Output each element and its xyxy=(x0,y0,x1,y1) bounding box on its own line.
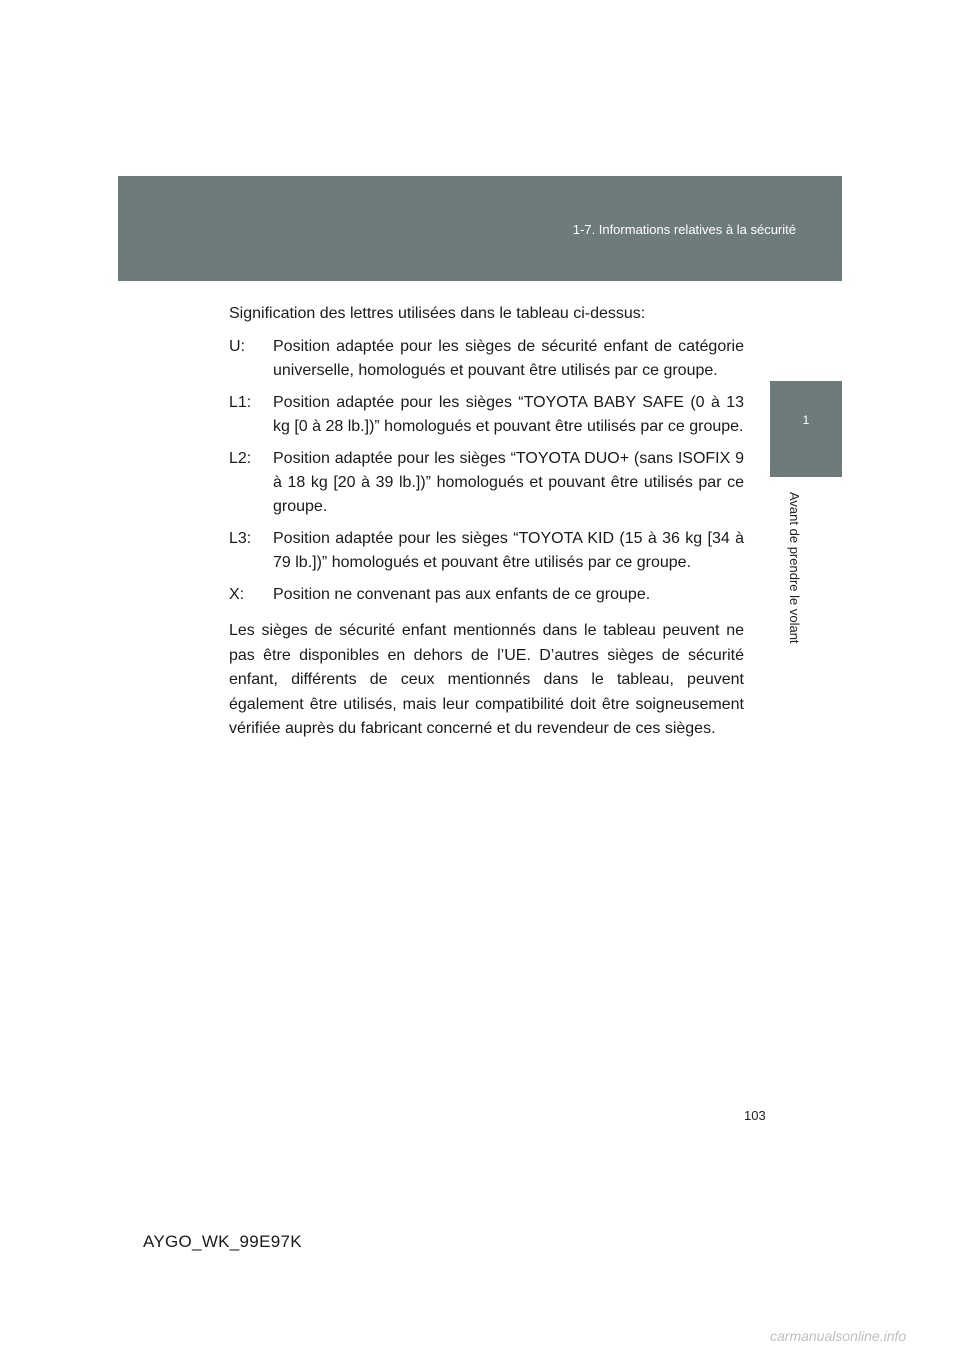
legend-item-l2 xyxy=(229,447,744,519)
legend-key: L3: xyxy=(229,530,252,547)
legend-key: X: xyxy=(229,586,245,603)
legend-item-x xyxy=(229,583,744,607)
legend-text: Position adaptée pour les sièges “TOYOTA DUO+ (sans ISOFIX 9 à 18 kg [20 à 39 lb.])” homologués et pouvant être utilisés par ce groupe. xyxy=(273,450,744,515)
watermark: carmanualsonline.info xyxy=(770,1328,907,1344)
legend-text: Position adaptée pour les sièges de sécurité enfant de catégorie universelle, homologués et pouvant être utilisés par ce groupe. xyxy=(273,338,744,379)
document-code: AYGO_WK_99E97K xyxy=(143,1232,302,1251)
page-number: 103 xyxy=(744,1108,766,1123)
legend-key: U: xyxy=(229,338,245,355)
legend-text: Position adaptée pour les sièges “TOYOTA BABY SAFE (0 à 13 kg [0 à 28 lb.])” homologués et pouvant être utilisés par ce groupe. xyxy=(273,394,744,435)
compatibility-note: Les sièges de sécurité enfant mentionnés dans le tableau peuvent ne pas être disponibles en dehors de l’UE. D’autres sièges de sécurité enfant, différents de ceux mentionnés dans le tableau, peuvent également être utilisés, mais leur compatibilité doit être soigneusement vérifiée auprès du fabricant concerné et du revendeur de ces sièges. xyxy=(229,622,744,737)
main-content xyxy=(229,302,744,742)
chapter-number: 1 xyxy=(802,413,810,427)
legend-key: L1: xyxy=(229,394,252,411)
legend-text: Position ne convenant pas aux enfants de ce groupe. xyxy=(273,586,651,603)
legend-key: L2: xyxy=(229,450,252,467)
legend-text: Position adaptée pour les sièges “TOYOTA KID (15 à 36 kg [34 à 79 lb.])” homologués et pouvant être utilisés par ce groupe. xyxy=(273,530,744,571)
legend-item-l3 xyxy=(229,527,744,575)
header-band xyxy=(118,176,842,281)
section-title: 1-7. Informations relatives à la sécurité xyxy=(572,222,796,237)
legend-item-u xyxy=(229,335,744,383)
chapter-label: Avant de prendre le volant xyxy=(787,492,802,644)
legend-item-l1 xyxy=(229,391,744,439)
legend-intro: Signification des lettres utilisées dans le tableau ci-dessus: xyxy=(229,305,646,322)
chapter-tab xyxy=(770,381,842,477)
